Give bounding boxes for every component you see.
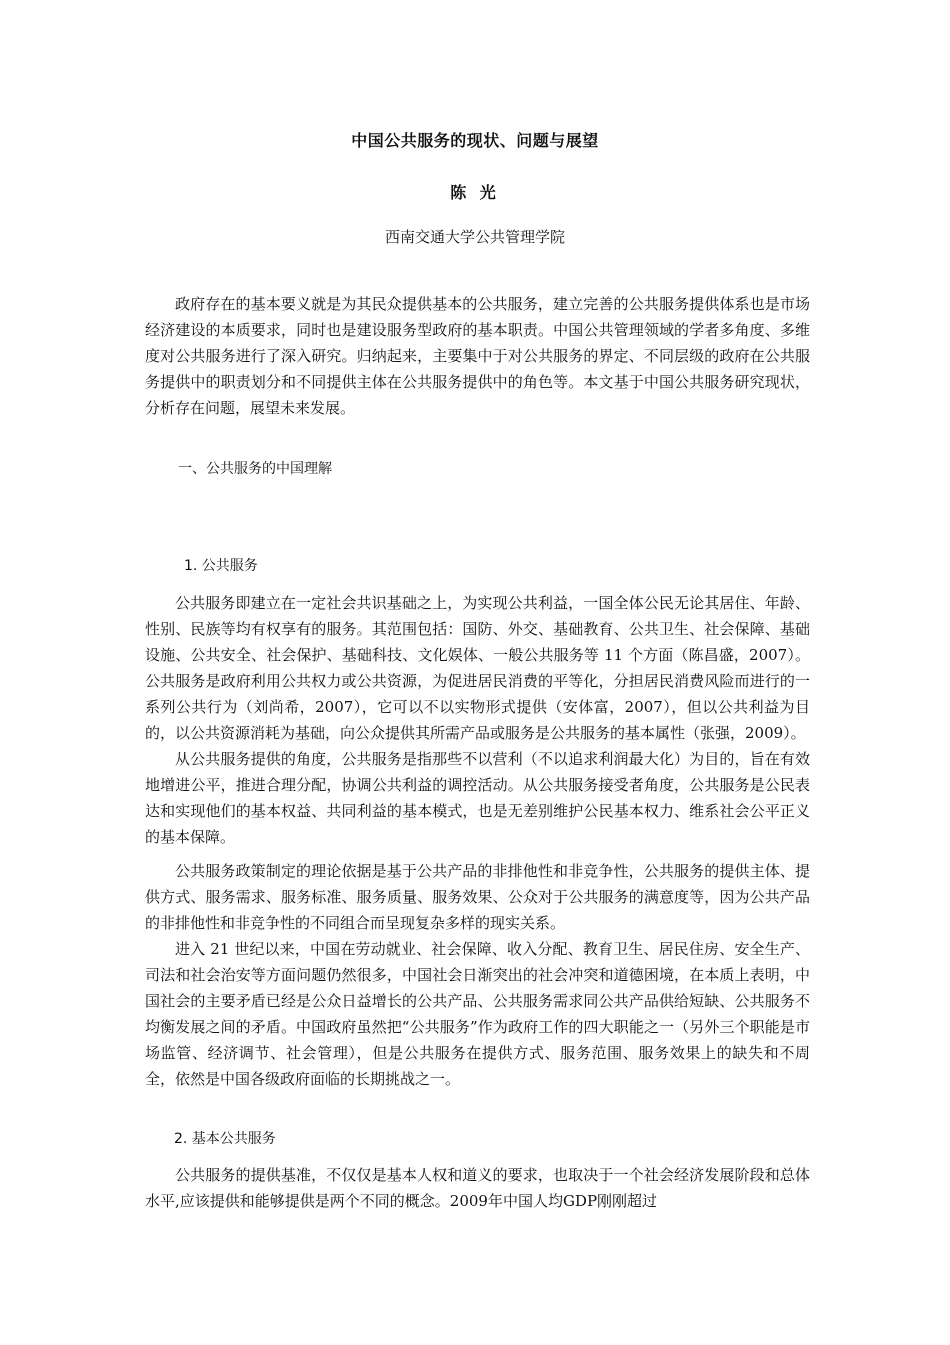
- paper-title: 中国公共服务的现状、问题与展望: [351, 131, 599, 150]
- subsection-heading-1: 1. 公共服务: [184, 558, 258, 574]
- author-name: 陈 光: [450, 183, 500, 202]
- abstract-paragraph: 政府存在的基本要义就是为其民众提供基本的公共服务，建立完善的公共服务提供体系也是市场经济建设的本质要求，同时也是建设服务型政府的基本职责。中国公共管理领域的学者多角度、多维度对公共服务进行了深入研究。归纳起来，主要集中于对公共服务的界定、不同层级的政府在公共服务提供中的职责划分和不同提供主体在公共服务提供中的角色等。本文基于中国公共服务研究现状，分析存在问题，展望未来发展。: [145, 295, 810, 417]
- body-paragraph: 进入 21 世纪以来，中国在劳动就业、社会保障、收入分配、教育卫生、居民住房、安全生产、司法和社会治安等方面问题仍然很多，中国社会日渐突出的社会冲突和道德困境，在本质上表明，中国社会的主要矛盾已经是公众日益增长的公共产品、公共服务需求同公共产品供给短缺、公共服务不均衡发展之间的矛盾。中国政府虽然把“公共服务”作为政府工作的四大职能之一（另外三个职能是市场监管、经济调节、社会管理），但是公共服务在提供方式、服务范围、服务效果上的缺失和不周全，依然是中国各级政府面临的长期挑战之一。: [145, 940, 810, 1088]
- body-paragraph: 公共服务政策制定的理论依据是基于公共产品的非排他性和非竞争性，公共服务的提供主体、提供方式、服务需求、服务标准、服务质量、服务效果、公众对于公共服务的满意度等，因为公共产品的非排他性和非竞争性的不同组合而呈现复杂多样的现实关系。: [145, 862, 810, 932]
- body-paragraph: 从公共服务提供的角度，公共服务是指那些不以营利（不以追求利润最大化）为目的，旨在有效地增进公平，推进合理分配，协调公共利益的调控活动。从公共服务接受者角度，公共服务是公民表达和实现他们的基本权益、共同利益的基本模式，也是无差别维护公民基本权力、维系社会公平正义的基本保障。: [145, 750, 810, 846]
- author-affiliation: 西南交通大学公共管理学院: [384, 228, 565, 246]
- section-heading-1: 一、公共服务的中国理解: [178, 461, 332, 477]
- subsection-heading-2: 2. 基本公共服务: [174, 1131, 276, 1147]
- body-paragraph: 公共服务即建立在一定社会共识基础之上，为实现公共利益，一国全体公民无论其居住、年龄、性别、民族等均有权享有的服务。其范围包括：国防、外交、基础教育、公共卫生、社会保障、基础设施、公共安全、社会保护、基础科技、文化娱体、一般公共服务等 11 个方面（陈昌盛，2007）。公共服务是政府利用公共权力或公共资源，为促进居民消费的平等化，分担居民消费风险而进行的一系列公共行为（刘尚希，2007），它可以不以实物形式提供（安体富，2007），但以公共利益为目的，以公共资源消耗为基础，向公众提供其所需产品或服务是公共服务的基本属性（张强，2009）。: [145, 594, 810, 742]
- body-paragraph: 公共服务的提供基准，不仅仅是基本人权和道义的要求，也取决于一个社会经济发展阶段和总体水平,应该提供和能够提供是两个不同的概念。2009年中国人均GDP刚刚超过: [145, 1166, 810, 1210]
